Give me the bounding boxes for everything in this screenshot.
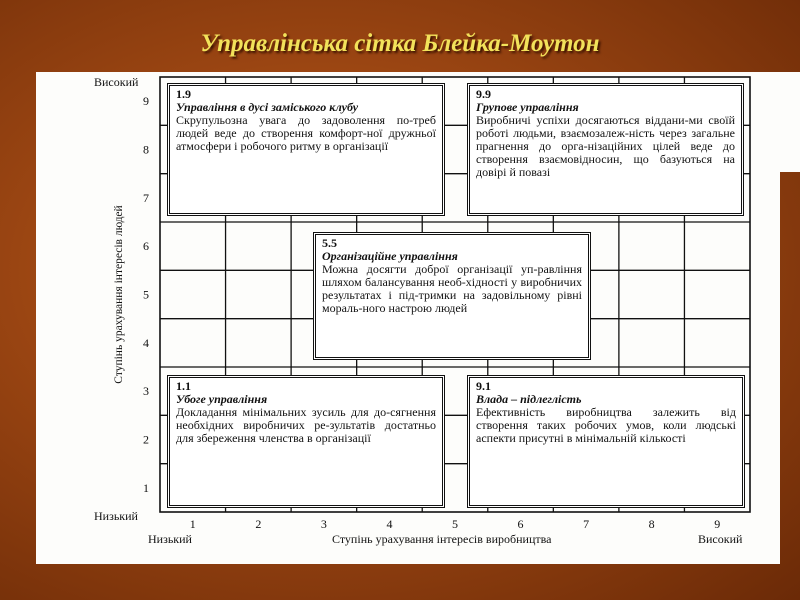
style-name: Організаційне управління [322, 249, 458, 263]
style-description: Скрупульозна увага до задоволення по-треб людей веде до створення комфорт-ної дружньої атмосфери і робочого ритму в організації [176, 113, 436, 153]
y-tick-label: 2 [143, 432, 149, 447]
y-tick-label: 9 [143, 94, 149, 109]
style-name: Управління в дусі заміського клубу [176, 100, 359, 114]
x-low-label: Низький [148, 532, 192, 546]
x-tick-label: 6 [517, 517, 524, 531]
style-description: Можна досягти доброї організації уп-равління шляхом балансування необ-хідності у виробничих результатах і під-тримки на задовільному рівні мораль-ного настрою людей [322, 262, 582, 315]
x-tick-label: 9 [714, 517, 721, 531]
y-tick-label: 5 [143, 287, 149, 302]
style-name: Групове управління [476, 100, 579, 114]
x-tick-label: 7 [583, 517, 590, 531]
style-name: Влада – підлеглість [476, 392, 582, 406]
y-axis-label: Ступінь урахування інтересів людей [113, 205, 125, 384]
style-code: 9.1 [476, 379, 491, 393]
managerial-grid-figure [36, 72, 780, 564]
x-tick-label: 5 [452, 517, 458, 531]
slide-title: Управлінська сітка Блейка-Моутон [200, 30, 600, 57]
y-tick-label: 7 [143, 190, 149, 205]
side-strip [780, 72, 800, 172]
style-box-team-management [467, 83, 744, 216]
y-tick-label: 4 [143, 335, 149, 350]
x-tick-label: 4 [386, 517, 393, 531]
x-high-label: Високий [698, 532, 743, 546]
style-description: Виробничі успіхи досягаються віддани-ми своїй роботі людьми, взаємозалеж-ність через загальне прагнення до орга-нізаційних цілей веде до створення взаємовідносин, що базуються на довірі й повазі [476, 113, 735, 179]
style-description: Докладання мінімальних зусиль для до-сягнення необхідних виробничих ре-зультатів достатньо для збереження членства в організації [176, 405, 436, 445]
y-tick-label: 1 [143, 480, 149, 495]
style-box-country-club [167, 83, 445, 216]
style-box-authority-compliance [467, 375, 745, 508]
y-tick-label: 6 [143, 239, 149, 254]
style-description: Ефективність виробництва залежить від створення таких робочих умов, коли людські аспекти присутні в мінімальній кількості [476, 405, 736, 445]
style-code: 9.9 [476, 87, 491, 101]
y-tick-label: 3 [143, 384, 149, 399]
style-code: 1.9 [176, 87, 191, 101]
x-tick-label: 3 [320, 517, 327, 531]
y-tick-label: 8 [143, 142, 149, 157]
style-code: 1.1 [176, 379, 191, 393]
style-box-organizational [313, 232, 591, 360]
y-high-label: Високий [94, 75, 139, 89]
x-axis-label: Ступінь урахування інтересів виробництва [332, 532, 552, 546]
style-name: Убоге управління [176, 392, 268, 406]
y-low-label: Низький [94, 509, 138, 523]
x-tick-label: 1 [189, 517, 196, 531]
x-tick-label: 8 [648, 517, 655, 531]
style-box-impoverished [167, 375, 445, 508]
x-tick-label: 2 [255, 517, 262, 531]
style-code: 5.5 [322, 236, 337, 250]
